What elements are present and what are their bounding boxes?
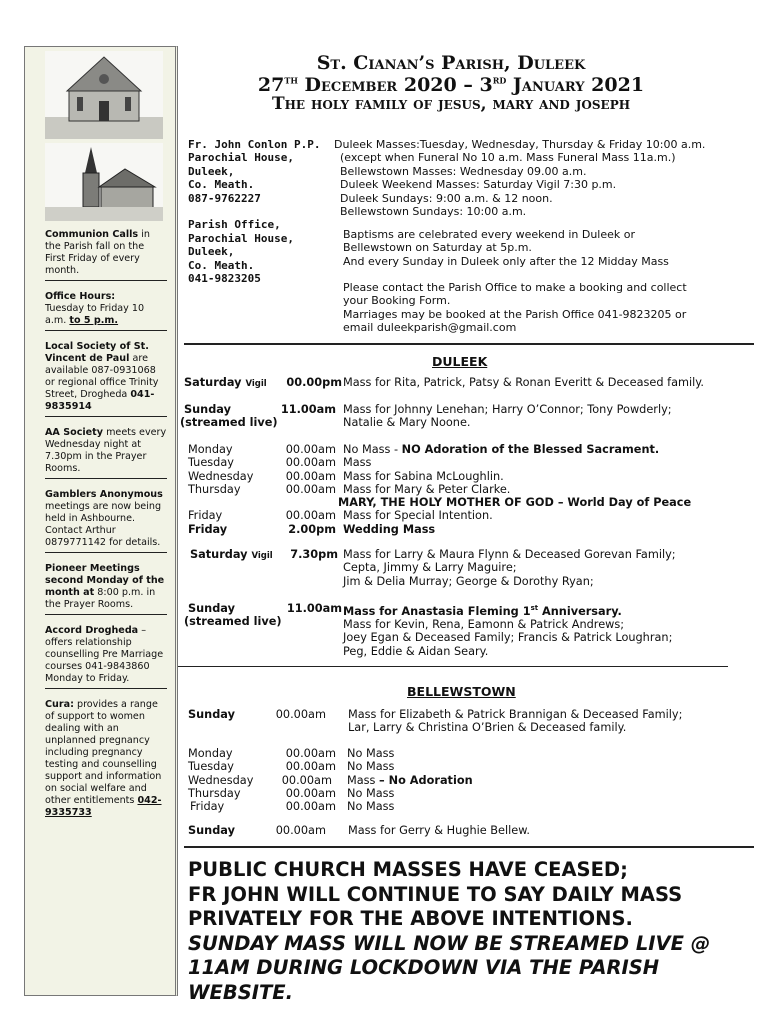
booking-line: Marriages may be booked at the Parish Office 041-9823205 or bbox=[343, 307, 687, 321]
communion-calls-block bbox=[45, 227, 167, 281]
church-photo-icon bbox=[45, 51, 163, 139]
gamblers-title: Gamblers Anonymous bbox=[45, 489, 163, 500]
duleek-section-title: DULEEK bbox=[432, 354, 488, 369]
baptism-line: Bellewstown on Saturday at 5p.m. bbox=[343, 241, 532, 255]
contact-line: Co. Meath. bbox=[188, 258, 255, 272]
aa-block bbox=[45, 425, 167, 479]
communion-text: in the Parish fall on the First Friday of every month. bbox=[45, 229, 150, 276]
baptism-line: And every Sunday in Duleek only after the 12 Midday Mass bbox=[343, 254, 669, 268]
baptism-line: Baptisms are celebrated every weekend in Duleek or bbox=[343, 228, 636, 241]
cura-title: Cura: bbox=[45, 699, 74, 710]
notice-line: SUNDAY MASS WILL NOW BE STREAMED LIVE @ bbox=[188, 931, 711, 955]
svp-block bbox=[45, 339, 167, 417]
contact-line: 041-9823205 bbox=[188, 272, 261, 286]
intention-line: Cepta, Jimmy & Larry Maguire; bbox=[343, 561, 517, 575]
gamblers-block bbox=[45, 487, 167, 553]
mass-info-line: Duleek Masses:Tuesday, Wednesday, Thursday & Friday 10:00 a.m. bbox=[334, 138, 706, 151]
contact-line: Parish Office, bbox=[188, 218, 281, 232]
mass-info-line: Bellewstown Sundays: 10:00 a.m. bbox=[340, 205, 527, 219]
office-to: to 5 p.m. bbox=[69, 315, 119, 326]
sidebar bbox=[24, 46, 178, 996]
notice-line: 11AM DURING LOCKDOWN VIA THE PARISH bbox=[188, 956, 660, 979]
intention-line: Jim & Delia Murray; George & Dorothy Ryan; bbox=[343, 574, 594, 588]
pioneer-block bbox=[45, 561, 167, 615]
intention-line: Joey Egan & Deceased Family; Francis & Patrick Loughran; bbox=[343, 631, 673, 645]
gamblers-text: meetings are now being held in Ashbourne. Contact Arthur 0879771142 for details. bbox=[45, 501, 162, 548]
mass-info-line: (except when Funeral No 10 a.m. Mass Funeral Mass 11a.m.) bbox=[340, 151, 676, 165]
mass-info-line: Bellewstown Masses: Wednesday 09.00 a.m. bbox=[340, 164, 587, 178]
notice-line: PRIVATELY FOR THE ABOVE INTENTIONS. bbox=[188, 907, 633, 930]
cura-text: provides a range of support to women dealing with an unplanned pregnancy including pregnancy testing and counselling support and information on social welfare and other entitlements bbox=[45, 699, 162, 806]
svp-title: Local Society of St. Vincent de Paul bbox=[45, 341, 149, 364]
booking-line: email duleekparish@gmail.com bbox=[343, 321, 517, 335]
accord-text: – offers relationship counselling Pre Marriage courses 041-9843860 Monday to Friday. bbox=[45, 625, 164, 684]
cura-block bbox=[45, 697, 167, 822]
contact-address bbox=[188, 138, 320, 285]
contact-line bbox=[188, 205, 320, 218]
communion-title: Communion Calls bbox=[45, 229, 139, 240]
divider-thin bbox=[178, 666, 728, 667]
duleek-weekday-rows: Monday 00.00am No Mass - NO Adoration of the Blessed Sacrament. Tuesday 00.00am Mass Wednesday 00.00am Mass for Sabina McLoughlin. Thursday 00.00am Mass for Mary & Peter Clarke. MARY, THE HOLY MOTHER OF GOD – World Day of Peace Friday 00.00am Mass for Special Intention. Friday 2.00pm Wedding Mass bbox=[188, 443, 692, 536]
parish-title: St. Cianan’s Parish, Duleek bbox=[316, 52, 586, 74]
cura-phone: 042-9335733 bbox=[45, 795, 162, 818]
aa-text: meets every Wednesday night at 7.30pm in the Prayer Rooms. bbox=[45, 427, 167, 474]
divider bbox=[184, 343, 754, 345]
intention-line: Lar, Larry & Christina O’Brien & Deceased family. bbox=[348, 721, 627, 735]
svp-phone: 041-9835914 bbox=[45, 389, 155, 412]
lockdown-notice bbox=[188, 858, 758, 1005]
chapel-photo-icon bbox=[45, 143, 163, 221]
booking-line: your Booking Form. bbox=[343, 294, 451, 308]
booking-info bbox=[343, 281, 728, 335]
aa-title: AA Society bbox=[45, 427, 104, 438]
contact-line: Fr. John Conlon P.P. bbox=[188, 138, 321, 151]
intention-line: Peg, Eddie & Aidan Seary. bbox=[343, 644, 489, 658]
contact-line: Parochial House, bbox=[188, 151, 294, 165]
contact-line: 087-9762227 bbox=[188, 191, 261, 205]
baptism-info bbox=[343, 228, 728, 268]
accord-block bbox=[45, 623, 167, 689]
notice-line: PUBLIC CHURCH MASSES HAVE CEASED; bbox=[188, 858, 628, 881]
bellewstown-weekday-rows: Monday 00.00am No Mass Tuesday 00.00am No Mass Wednesday 00.00am Mass – No Adoration Thursday 00.00am No Mass Friday 00.00am No Mass bbox=[188, 747, 473, 814]
notice-line: WEBSITE. bbox=[188, 980, 294, 1004]
intention-line: Mass for Elizabeth & Patrick Brannigan & Deceased Family; bbox=[348, 708, 683, 721]
booking-line: Please contact the Parish Office to make a booking and collect bbox=[343, 281, 687, 294]
bellewstown-section-title: BELLEWSTOWN bbox=[407, 684, 516, 699]
office-title: Office Hours: bbox=[45, 291, 116, 302]
divider bbox=[184, 846, 754, 848]
date-range-title: 27th December 2020 – 3rd January 2021 bbox=[257, 73, 645, 96]
pioneer-title: Pioneer Meetings second Monday of the month at bbox=[45, 563, 165, 598]
pioneer-text: 8:00 p.m. in the Prayer Rooms. bbox=[45, 587, 156, 610]
contact-line: Duleek, bbox=[188, 164, 235, 178]
intention-line: Mass for Larry & Maura Flynn & Deceased Gorevan Family; bbox=[343, 548, 676, 561]
office-hours-block bbox=[45, 289, 167, 331]
mass-info-line: Duleek Weekend Masses: Saturday Vigil 7:30 p.m. bbox=[340, 178, 617, 192]
contact-line: Co. Meath. bbox=[188, 178, 255, 192]
contact-line: Parochial House, bbox=[188, 231, 294, 245]
contact-line: Duleek, bbox=[188, 245, 235, 259]
feast-title: The holy family of jesus, mary and joseph bbox=[271, 94, 631, 114]
svp-text: are available 087-0931068 or regional office Trinity Street, Drogheda bbox=[45, 353, 159, 400]
duleek-sunday-row: Sunday (streamed live) 11.00am Mass for Johnny Lenehan; Harry O’Connor; Tony Powderly; Natalie & Mary Noone. bbox=[180, 403, 672, 430]
accord-title: Accord Drogheda bbox=[45, 625, 139, 636]
mass-times-info bbox=[334, 138, 705, 218]
notice-line: FR JOHN WILL CONTINUE TO SAY DAILY MASS bbox=[188, 882, 683, 906]
mass-info-line: Duleek Sundays: 9:00 a.m. & 12 noon. bbox=[340, 191, 553, 205]
office-text: Tuesday to Friday 10 a.m. bbox=[45, 303, 145, 326]
intention-line: Mass for Kevin, Rena, Eamonn & Patrick Andrews; bbox=[343, 618, 625, 632]
